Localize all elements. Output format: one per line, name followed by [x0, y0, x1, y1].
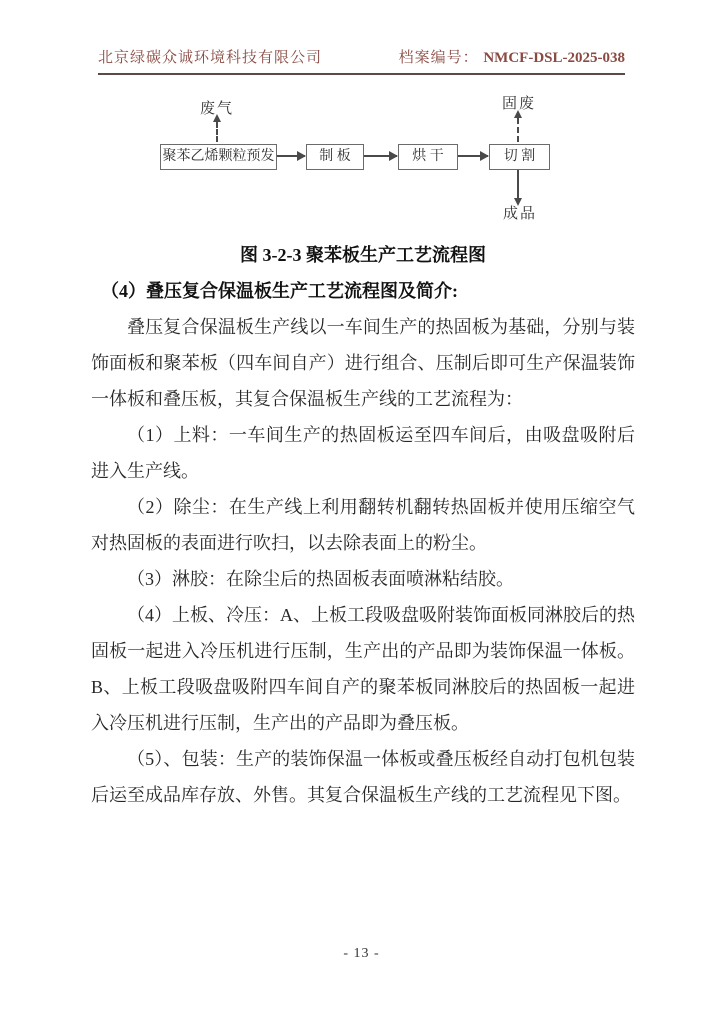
- page-number: - 13 -: [343, 946, 380, 961]
- process-box-board-making: 制 板: [306, 144, 364, 170]
- waste-gas-arrow-icon: [216, 122, 218, 142]
- section-heading: （4）叠压复合保温板生产工艺流程图及简介:: [101, 281, 458, 301]
- process-flow-diagram: [0, 94, 723, 226]
- paragraph-step-5: （5）、包装：生产的装饰保温一体板或叠压板经自动打包机包装后运至成品库存放、外售。其复合保温板生产线的工艺流程见下图。: [91, 749, 635, 805]
- archive-label: 档案编号：: [398, 50, 479, 66]
- page-header: [98, 0, 625, 75]
- product-label: 成品: [503, 206, 538, 222]
- flow-arrow-icon: [458, 155, 488, 157]
- document-body: [0, 237, 723, 813]
- flow-arrow-icon: [364, 155, 397, 157]
- process-box-cutting: 切 割: [489, 144, 550, 170]
- company-name: 北京绿碳众诚环境科技有限公司: [98, 50, 323, 66]
- product-arrow-icon: [517, 170, 519, 198]
- paragraph-step-3: （3）淋胶：在除尘后的热固板表面喷淋粘结胶。: [127, 569, 514, 589]
- archive-value: NMCF-DSL-2025-038: [483, 50, 625, 66]
- process-box-pre-expansion: 聚苯乙烯颗粒预发: [160, 144, 277, 170]
- paragraph-step-4: （4）上板、冷压：A、上板工段吸盘吸附装饰面板同淋胶后的热固板一起进入冷压机进行压制，生产出的产品即为装饰保温一体板。B、上板工段吸盘吸附四车间自产的聚苯板同淋胶后的热固板一起进入冷压机进行压制，生产出的产品即为叠压板。: [91, 605, 635, 733]
- waste-gas-label: 废气: [200, 101, 235, 117]
- paragraph-intro: 叠压复合保温板生产线以一车间生产的热固板为基础，分别与装饰面板和聚苯板（四车间自产）进行组合、压制后即可生产保温装饰一体板和叠压板，其复合保温板生产线的工艺流程为：: [91, 317, 635, 409]
- flow-arrow-icon: [277, 155, 305, 157]
- process-box-drying: 烘 干: [398, 144, 458, 170]
- paragraph-step-1: （1）上料：一车间生产的热固板运至四车间后，由吸盘吸附后进入生产线。: [91, 425, 635, 481]
- archive-number: [399, 46, 625, 67]
- solid-waste-arrow-icon: [517, 118, 519, 142]
- figure-caption: 图 3-2-3 聚苯板生产工艺流程图: [240, 245, 486, 265]
- paragraph-step-2: （2）除尘：在生产线上利用翻转机翻转热固板并使用压缩空气对热固板的表面进行吹扫，以去除表面上的粉尘。: [91, 497, 635, 553]
- solid-waste-label: 固废: [502, 96, 537, 112]
